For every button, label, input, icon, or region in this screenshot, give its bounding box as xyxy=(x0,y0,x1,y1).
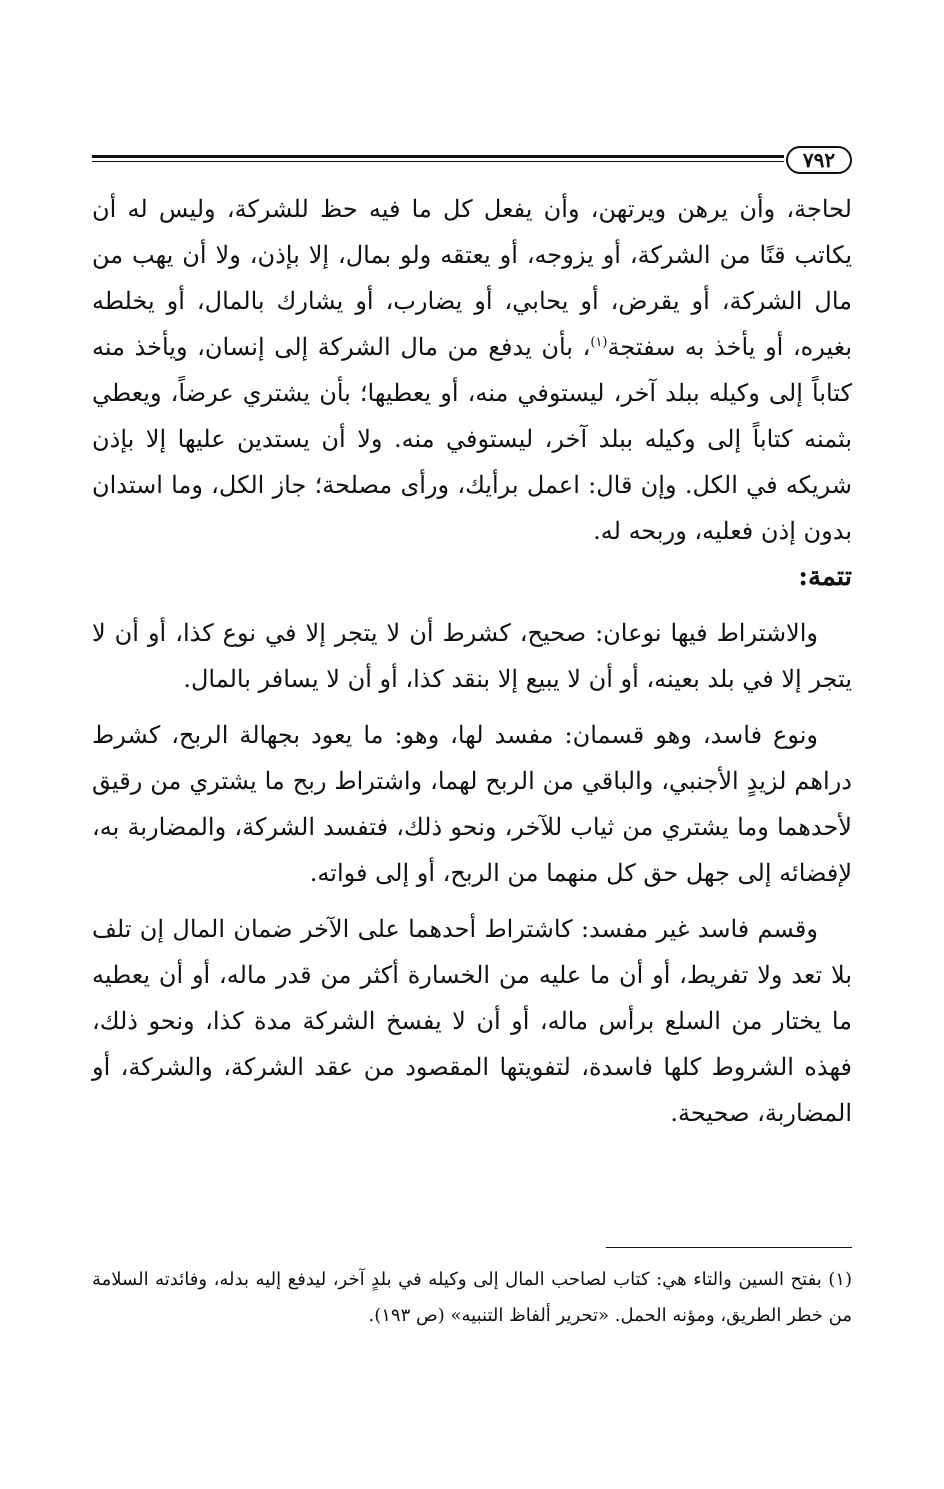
paragraph-invalid-nonvoiding: وقسم فاسد غير مفسد: كاشتراط أحدهما على الآخر ضمان المال إن تلف بلا تعد ولا تفريط، أو أن ما عليه من الخسارة أكثر من قدر ماله، أو أن يعطيه ما يختار من السلع برأس ماله، أو أن لا يفسخ الشركة مدة كذا، ونحو ذلك، فهذه الشروط كلها فاسدة، لتفويتها المقصود من عقد الشركة، والشركة، أو المضاربة، صحيحة. xyxy=(92,915,852,1127)
intro-text: لحاجة، وأن يرهن ويرتهن، وأن يفعل كل ما فيه حظ للشركة، وليس له أن يكاتب قنًا من الشركة، أو يزوجه، أو يعتقه ولو بمال، إلا بإذن، ولا أن يهب من مال الشركة، أو يقرض، أو يحابي، أو يضارب، أو يشارك بالمال، أو يخلطه بغيره، أو يأخذ به سفتجة xyxy=(92,195,852,361)
header-rule xyxy=(92,155,784,158)
paragraph-conditions: والاشتراط فيها نوعان: صحيح، كشرط أن لا يتجر إلا في نوع كذا، أو أن لا يتجر إلا في بلد بعينه، أو أن لا يبيع إلا بنقد كذا، أو أن لا يسافر بالمال. xyxy=(92,619,852,693)
header-rule-thin xyxy=(92,161,784,162)
page-header xyxy=(92,146,852,174)
intro-paragraph xyxy=(92,186,852,554)
intro-text-continued: ، بأن يدفع من مال الشركة إلى إنسان، ويأخذ منه كتاباً إلى وكيله ببلد آخر، ليستوفي منه، أو يعطيها؛ بأن يشتري عرضاً، ويعطي بثمنه كتاباً إلى وكيله ببلد آخر، ليستوفي منه. ولا أن يستدين عليها إلا بإذن شريكه في الكل. وإن قال: اعمل برأيك، ورأى مصلحة؛ جاز الكل، وما استدان بدون إذن فعليه، وربحه له. xyxy=(92,333,852,545)
footnote-divider xyxy=(606,1247,852,1248)
page-number: ٧٩٢ xyxy=(786,146,852,174)
main-text xyxy=(92,186,852,1136)
footnote-1: (١) بفتح السين والتاء هي: كتاب لصاحب المال إلى وكيله في بلدٍ آخر، ليدفع إليه بدله، وفائدته السلامة من خطر الطريق، ومؤنه الحمل. «تحرير ألفاظ التنبيه» (ص ١٩٣). xyxy=(92,1269,852,1326)
section-heading: تتمة: xyxy=(798,562,852,592)
footnotes xyxy=(92,1262,852,1334)
paragraph-invalid-type: ونوع فاسد، وهو قسمان: مفسد لها، وهو: ما يعود بجهالة الربح، كشرط دراهم لزيدٍ الأجنبي، والباقي من الربح لهما، واشتراط ربح ما يشتري من رقيق لأحدهما وما يشتري من ثياب للآخر، ونحو ذلك، فتفسد الشركة، والمضاربة به، لإفضائه إلى جهل حق كل منهما من الربح، أو إلى فواته. xyxy=(92,721,852,887)
footnote-reference: (١) xyxy=(590,335,608,350)
